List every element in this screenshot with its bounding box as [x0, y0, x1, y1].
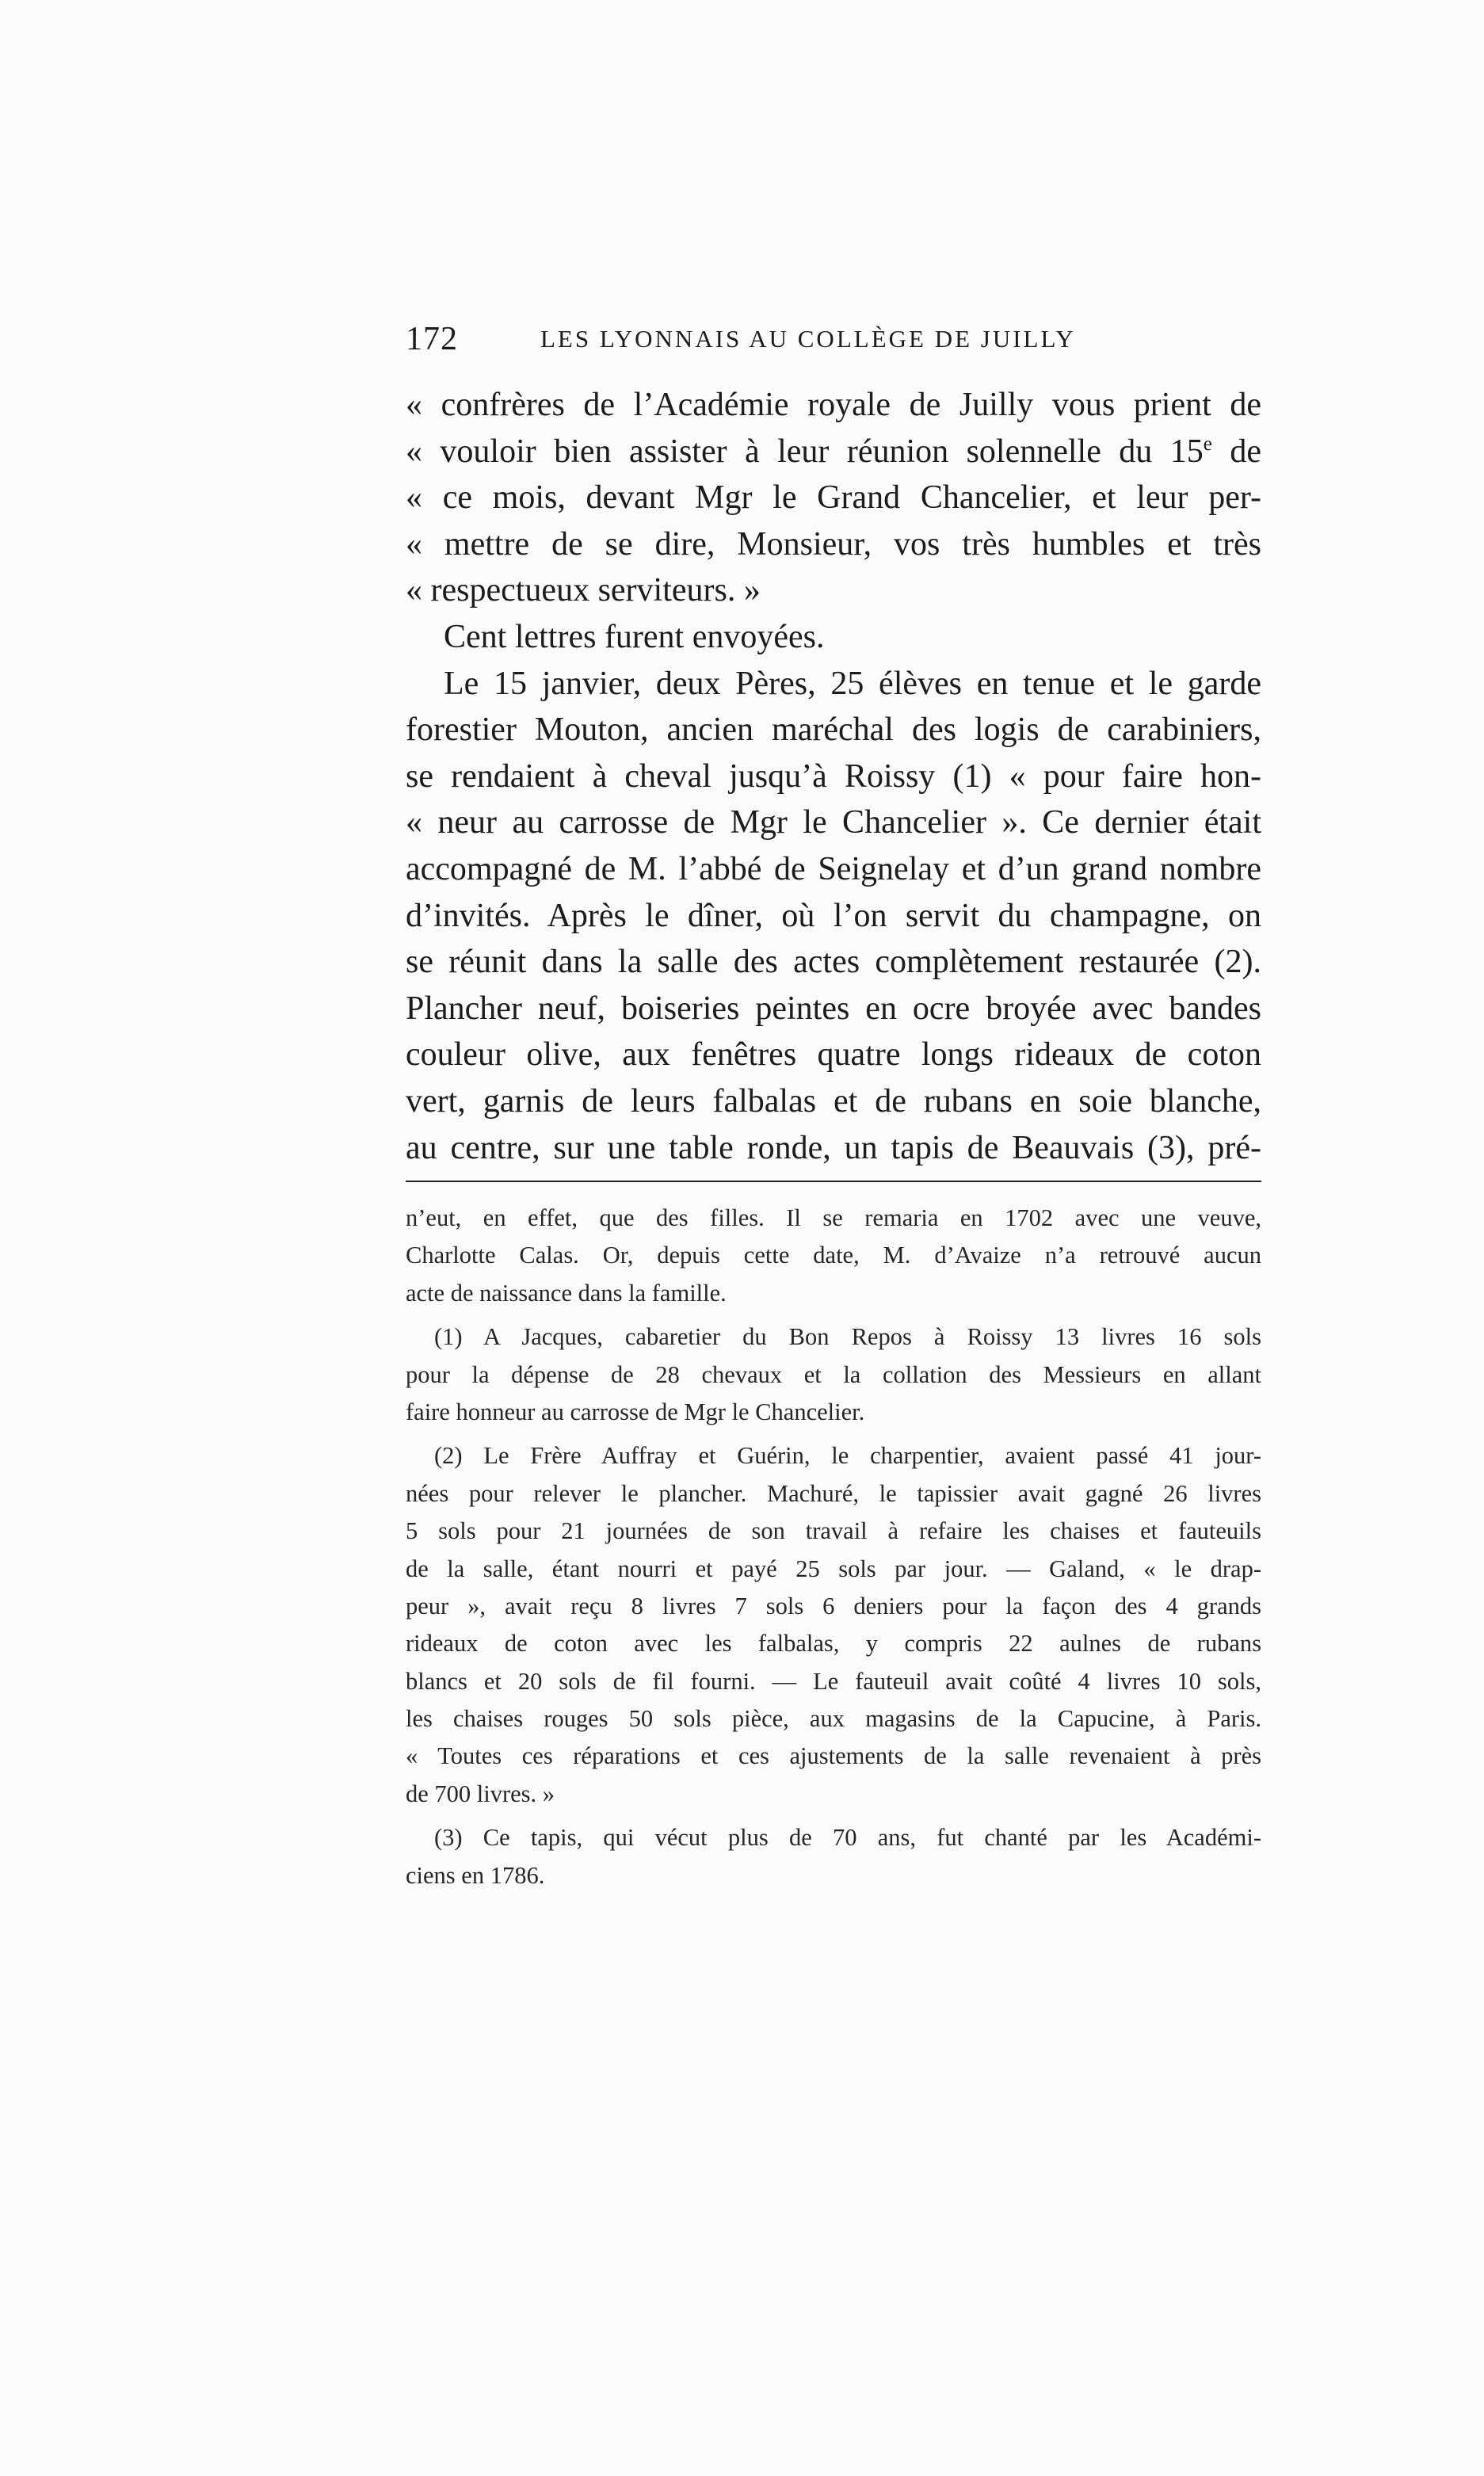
footnote-2-line: les chaises rouges 50 sols pièce, aux magasins de la Capucine, à Paris.	[406, 1705, 1261, 1733]
text-line: Cent lettres furent envoyées.	[444, 618, 825, 655]
footnote-1-line: (1) A Jacques, cabaretier du Bon Repos à Roissy 13 livres 16 sols	[434, 1323, 1261, 1351]
text-line: accompagné de M. l’abbé de Seignelay et d’un grand nombre	[406, 850, 1261, 887]
footnote-1-line: pour la dépense de 28 chevaux et la collation des Messieurs en allant	[406, 1360, 1261, 1388]
footnotes	[406, 1200, 1261, 1894]
text-line: au centre, sur une table ronde, un tapis de Beauvais (3), pré-	[406, 1129, 1261, 1166]
text-line: couleur olive, aux fenêtres quatre longs rideaux de coton	[406, 1036, 1261, 1074]
text-line: « respectueux serviteurs. »	[406, 572, 761, 609]
footnote-2-line: rideaux de coton avec les falbalas, y compris 22 aulnes de rubans	[406, 1630, 1261, 1658]
page-number: 172	[406, 321, 458, 357]
running-title: LES LYONNAIS AU COLLÈGE DE JUILLY	[540, 325, 1076, 353]
main-text	[406, 382, 1261, 1171]
footnote-continuation-line: acte de naissance dans la famille.	[406, 1279, 727, 1307]
text-line: se réunit dans la salle des actes complètement restaurée (2).	[406, 944, 1261, 981]
text-line: « confrères de l’Académie royale de Juilly vous prient de	[406, 387, 1261, 423]
footnote-3-line: (3) Ce tapis, qui vécut plus de 70 ans, fut chanté par les Académi-	[434, 1824, 1261, 1852]
page-header	[406, 320, 1261, 368]
text-line: d’invités. Après le dîner, où l’on servit du champagne, on	[406, 897, 1261, 934]
ordinal-superscript: e	[1203, 433, 1212, 455]
text-line: vert, garnis de leurs falbalas et de rubans en soie blanche,	[406, 1082, 1261, 1120]
footnote-separator	[406, 1181, 1261, 1182]
footnote-continuation-line: Charlotte Calas. Or, depuis cette date, M. d’Avaize n’a retrouvé aucun	[406, 1242, 1261, 1269]
text-line: forestier Mouton, ancien maréchal des logis de carabiniers,	[406, 712, 1261, 749]
text-line: se rendaient à cheval jusqu’à Roissy (1) « pour faire hon-	[406, 757, 1261, 795]
text-line-end: de	[1211, 433, 1261, 470]
footnote-2-line: « Toutes ces réparations et ces ajustements de la salle revenaient à près	[406, 1742, 1261, 1770]
footnote-2-line: nées pour relever le plancher. Machuré, le tapissier avait gagné 26 livres	[406, 1479, 1261, 1507]
footnote-2-line: peur », avait reçu 8 livres 7 sols 6 deniers pour la façon des 4 grands	[406, 1592, 1261, 1620]
footnote-2-line: de 700 livres. »	[406, 1780, 555, 1807]
footnote-3-line: ciens en 1786.	[406, 1861, 545, 1889]
footnote-2-line: de la salle, étant nourri et payé 25 sols par jour. — Galand, « le drap-	[406, 1555, 1261, 1582]
footnote-continuation-line: n’eut, en effet, que des filles. Il se remaria en 1702 avec une veuve,	[406, 1204, 1261, 1231]
footnote-2-line: 5 sols pour 21 journées de son travail à refaire les chaises et fauteuils	[406, 1517, 1261, 1545]
text-line: Le 15 janvier, deux Pères, 25 élèves en tenue et le garde	[444, 665, 1261, 702]
footnote-1-line: faire honneur au carrosse de Mgr le Chancelier.	[406, 1398, 865, 1425]
text-line: « ce mois, devant Mgr le Grand Chancelier, et leur per-	[406, 479, 1261, 517]
text-line-start: « vouloir bien assister à leur réunion solennelle du 15	[406, 433, 1204, 470]
text-line: « mettre de se dire, Monsieur, vos très humbles et très	[406, 525, 1261, 563]
footnote-2-line: (2) Le Frère Auffray et Guérin, le charpentier, avaient passé 41 jour-	[434, 1442, 1261, 1470]
text-line: « neur au carrosse de Mgr le Chancelier ». Ce dernier était	[406, 804, 1261, 841]
text-line-with-superscript	[406, 429, 1261, 475]
text-line: Plancher neuf, boiseries peintes en ocre broyée avec bandes	[406, 990, 1261, 1027]
footnote-2-line: blancs et 20 sols de fil fourni. — Le fauteuil avait coûté 4 livres 10 sols,	[406, 1667, 1261, 1695]
